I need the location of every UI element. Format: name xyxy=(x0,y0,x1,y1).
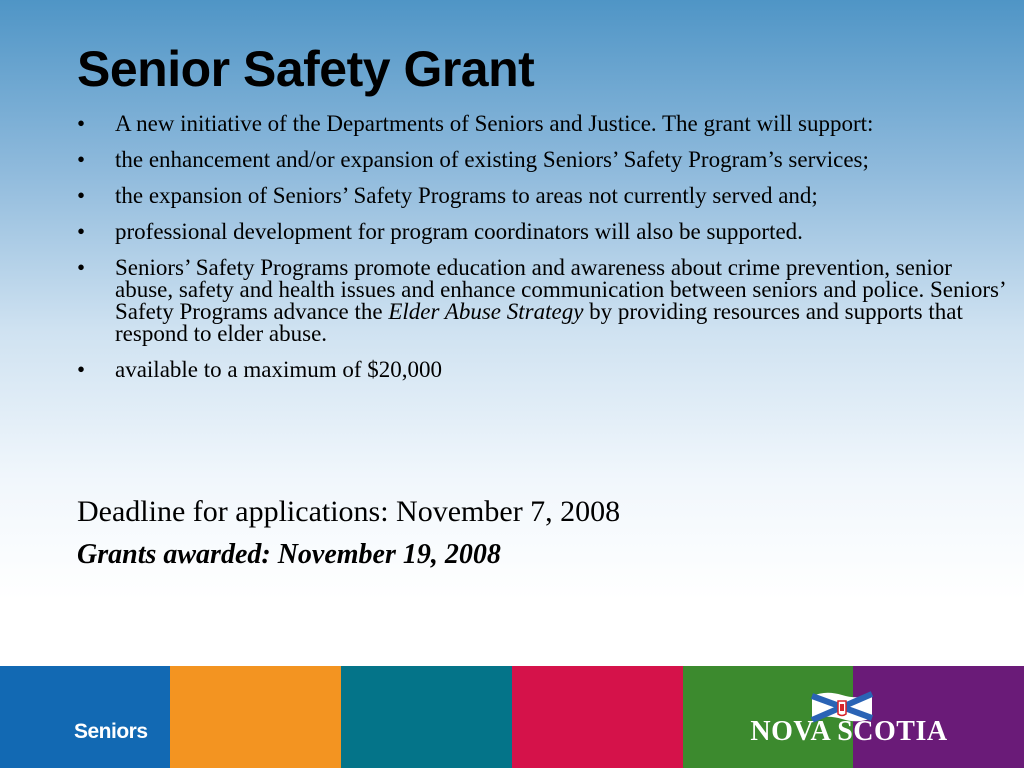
bullet-item xyxy=(77,257,1012,345)
bullet-item xyxy=(77,221,1012,243)
color-band xyxy=(341,666,512,768)
bullet-marker: • xyxy=(77,183,86,208)
bullet-text-part: by providing resources and supports that respond to elder abuse. xyxy=(115,299,963,346)
slide-title: Senior Safety Grant xyxy=(77,41,535,97)
bullet-marker: • xyxy=(77,111,86,136)
bullet-item xyxy=(77,185,1012,207)
bullet-marker: • xyxy=(77,147,86,172)
bullet-text: professional development for program coordinators will also be supported. xyxy=(115,219,803,244)
grants-awarded-text: Grants awarded: November 19, 2008 xyxy=(77,539,501,570)
elder-abuse-strategy-text: Elder Abuse Strategy xyxy=(388,299,584,324)
bullet-text: A new initiative of the Departments of Seniors and Justice. The grant will support: xyxy=(115,111,874,136)
bullet-text xyxy=(115,257,1012,345)
bullet-marker: • xyxy=(77,357,86,382)
bullet-text-part: Seniors’ Safety Programs promote education and awareness about crime prevention, senior abuse, safety and health issues and enhance communication between seniors and police. Seniors’ Safety Programs advance the xyxy=(115,255,1005,324)
bullet-text: available to a maximum of $20,000 xyxy=(115,357,443,382)
color-band xyxy=(0,666,170,768)
nova-scotia-wordmark: NOVA SCOTIA xyxy=(750,716,948,747)
department-label: Seniors xyxy=(74,720,148,743)
color-band xyxy=(512,666,683,768)
color-band xyxy=(170,666,341,768)
bullet-list xyxy=(77,113,1012,395)
bullet-marker: • xyxy=(77,219,86,244)
bullet-text: the enhancement and/or expansion of existing Seniors’ Safety Program’s services; xyxy=(115,147,869,172)
nova-scotia-logo xyxy=(744,688,954,748)
bullet-item xyxy=(77,149,1012,171)
bullet-marker: • xyxy=(77,255,86,280)
deadline-text: Deadline for applications: November 7, 2008 xyxy=(77,495,621,528)
bullet-item xyxy=(77,359,1012,381)
bullet-item xyxy=(77,113,1012,135)
bullet-text: the expansion of Seniors’ Safety Programs to areas not currently served and; xyxy=(115,183,818,208)
